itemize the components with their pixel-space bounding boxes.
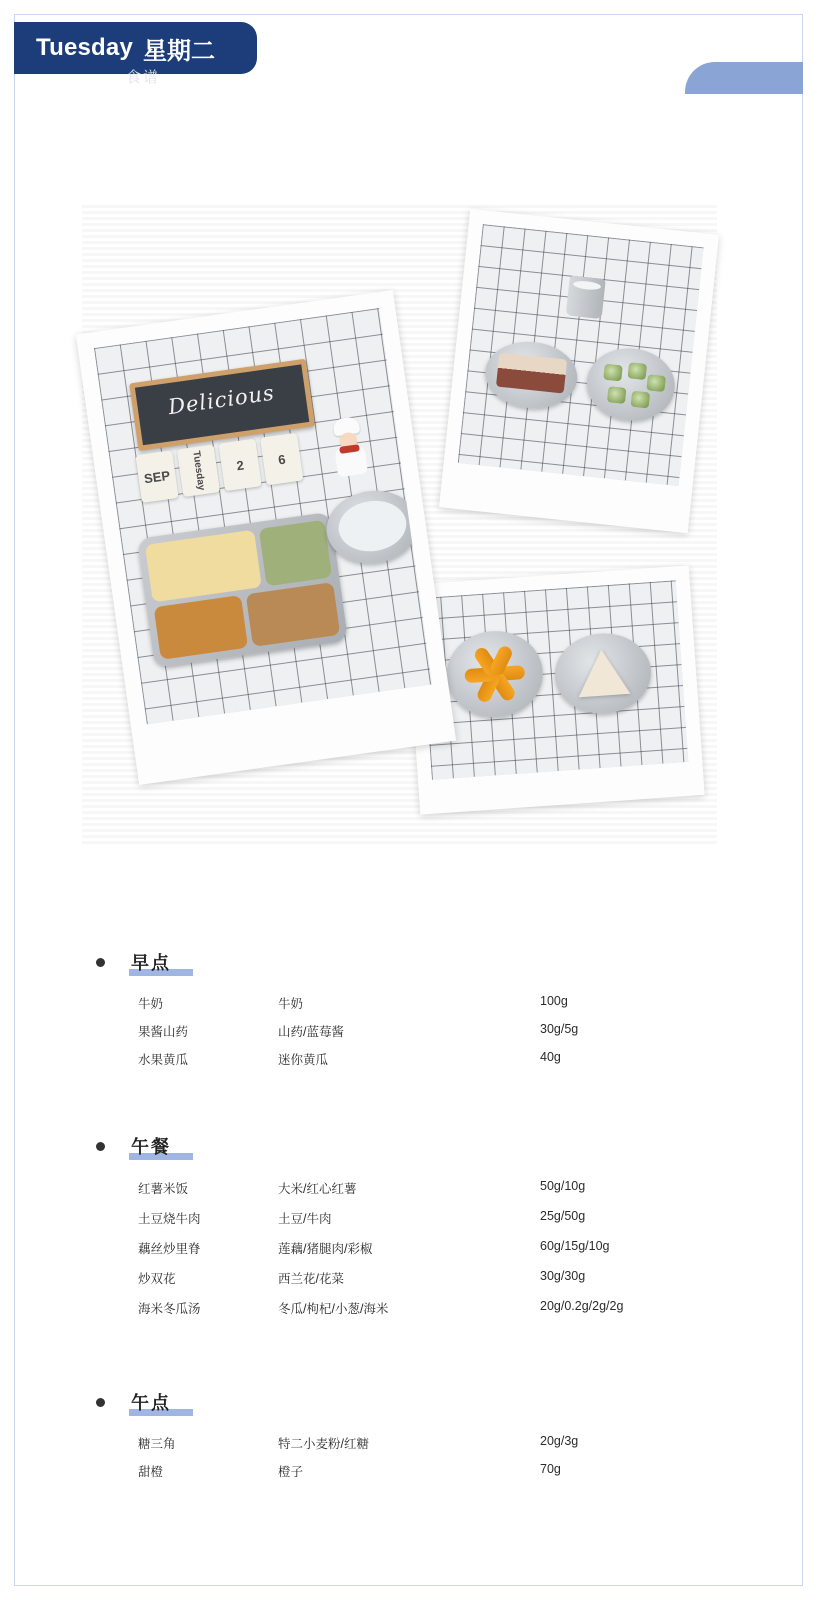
table-row (138, 1045, 698, 1073)
sugar-triangle-bun (575, 648, 630, 698)
tray-rice-compartment (145, 530, 262, 603)
dish-quantity: 40g (540, 1050, 561, 1064)
table-row (138, 1263, 698, 1293)
section-breakfast-snack (82, 935, 722, 1073)
cucumber-piece (631, 391, 651, 409)
section-header (82, 1375, 722, 1415)
dish-name: 水果黄瓜 (138, 1053, 189, 1067)
dish-quantity: 70g (540, 1462, 561, 1476)
calendar-month: SEP (135, 450, 178, 503)
photo-lunch (94, 308, 432, 724)
dish-quantity: 30g/30g (540, 1269, 586, 1283)
chalkboard-text: Delicious (166, 380, 277, 420)
calendar-weekday: Tuesday (177, 444, 220, 497)
photo-breakfast (458, 224, 704, 486)
bullet-icon (96, 1398, 105, 1407)
cucumber-piece (646, 374, 666, 392)
calendar-day-ones: 6 (260, 433, 303, 486)
cucumber-piece (603, 364, 623, 382)
table-row (138, 989, 698, 1017)
cucumber-piece (628, 362, 648, 380)
section-title: 午点 (131, 1393, 171, 1413)
day-title-cn: 星期二 (143, 37, 215, 65)
meal-table (138, 1173, 698, 1323)
table-row (138, 1173, 698, 1203)
meal-table (138, 989, 698, 1073)
cucumber-piece (607, 386, 627, 404)
section-title: 午餐 (131, 1137, 171, 1157)
dish-quantity: 25g/50g (540, 1209, 586, 1223)
menu-list (82, 935, 722, 1495)
section-title: 早点 (131, 953, 171, 973)
table-row (138, 1233, 698, 1263)
photo-snack (419, 580, 688, 779)
dish-quantity: 50g/10g (540, 1179, 586, 1193)
dish-ingredients: 山药/蓝莓酱 (278, 1025, 344, 1039)
dish-quantity: 100g (540, 994, 568, 1008)
table-row (138, 1429, 698, 1457)
photo-card-breakfast (439, 209, 719, 533)
dish-quantity: 60g/15g/10g (540, 1239, 610, 1253)
dish-name: 海米冬瓜汤 (138, 1302, 201, 1316)
table-row (138, 1293, 698, 1323)
section-lunch (82, 1119, 722, 1323)
dish-ingredients: 橙子 (278, 1465, 304, 1479)
section-afternoon-snack (82, 1375, 722, 1485)
photo-collage (82, 205, 717, 845)
milk-cup-icon (566, 276, 606, 320)
yam-jam-food (496, 353, 567, 394)
bullet-icon (96, 1142, 105, 1151)
dish-ingredients: 西兰花/花菜 (278, 1272, 344, 1286)
section-title-wrap (131, 949, 171, 975)
dish-ingredients: 冬瓜/枸杞/小葱/海米 (278, 1302, 389, 1316)
tray-beef-potato-compartment (154, 595, 249, 660)
dish-ingredients: 土豆/牛肉 (278, 1212, 332, 1226)
dish-name: 红薯米饭 (138, 1182, 189, 1196)
header-corner-accent (685, 62, 803, 94)
dish-name: 炒双花 (138, 1272, 176, 1286)
dish-ingredients: 莲藕/猪腿肉/彩椒 (278, 1242, 373, 1256)
table-row (138, 1203, 698, 1233)
dish-quantity: 20g/3g (540, 1434, 579, 1448)
dish-name: 土豆烧牛肉 (138, 1212, 201, 1226)
dish-name: 糖三角 (138, 1437, 176, 1451)
header-watermark-text: 食谱 (126, 69, 161, 86)
day-title-en: Tuesday (36, 34, 133, 61)
dish-quantity: 20g/0.2g/2g/2g (540, 1299, 624, 1313)
dish-name: 甜橙 (138, 1465, 164, 1479)
bullet-icon (96, 958, 105, 967)
section-header (82, 1119, 722, 1159)
dish-quantity: 30g/5g (540, 1022, 579, 1036)
table-row (138, 1017, 698, 1045)
tray-lotus-pork-compartment (246, 582, 341, 647)
dish-ingredients: 迷你黄瓜 (278, 1053, 329, 1067)
dish-ingredients: 大米/红心红薯 (278, 1182, 357, 1196)
dish-name: 牛奶 (138, 997, 164, 1011)
dish-ingredients: 特二小麦粉/红糖 (278, 1437, 369, 1451)
lunch-tray (137, 512, 348, 668)
dish-name: 藕丝炒里脊 (138, 1242, 201, 1256)
tray-vegetable-compartment (259, 520, 332, 587)
photo-card-snack (404, 565, 704, 814)
dish-name: 果酱山药 (138, 1025, 189, 1039)
photo-card-lunch (76, 290, 456, 785)
section-title-wrap (131, 1133, 171, 1159)
dish-ingredients: 牛奶 (278, 997, 304, 1011)
section-title-wrap (131, 1389, 171, 1415)
meal-table (138, 1429, 698, 1485)
table-row (138, 1457, 698, 1485)
section-header (82, 935, 722, 975)
calendar-day-tens: 2 (218, 439, 261, 492)
